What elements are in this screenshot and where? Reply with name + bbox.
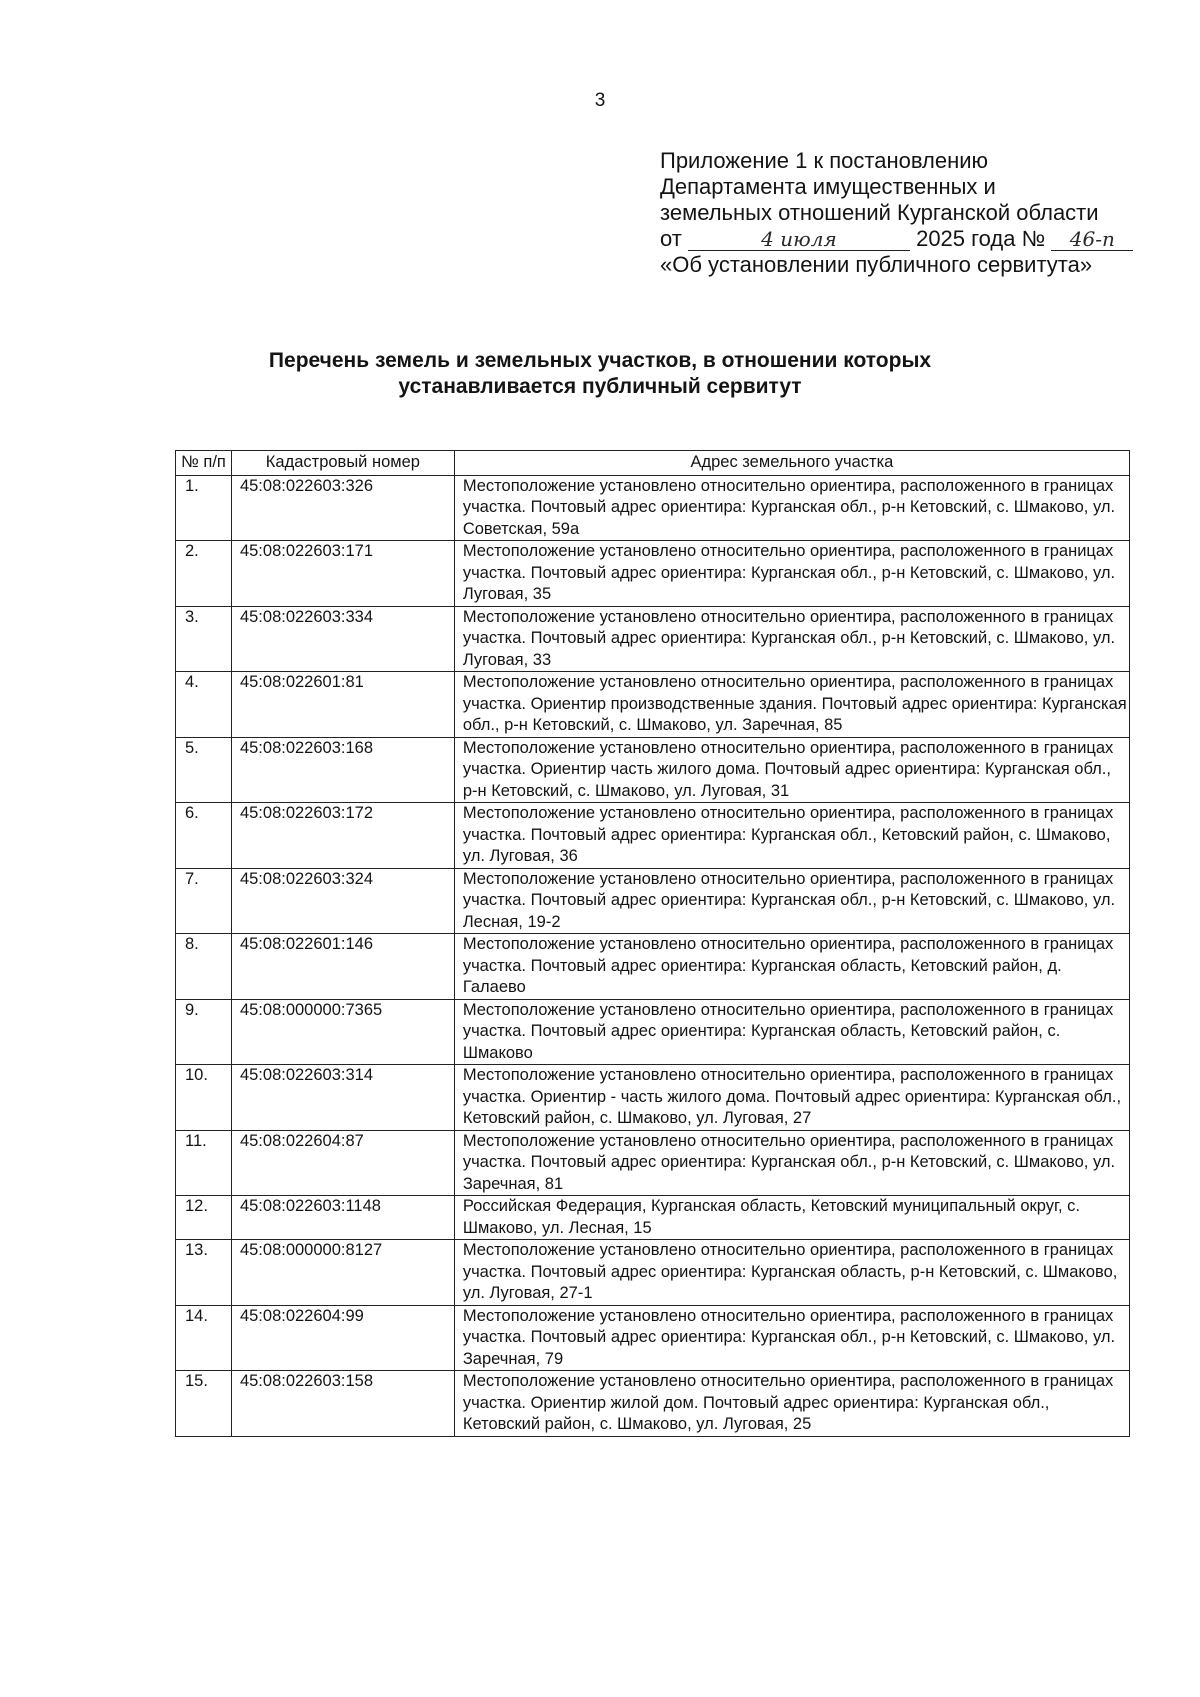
cell-cadastral: 45:08:022604:87 [231,1130,454,1196]
cell-cadastral: 45:08:022603:1148 [231,1196,454,1240]
cell-number: 4. [176,672,232,738]
cell-cadastral: 45:08:022601:81 [231,672,454,738]
table-row [176,737,1130,803]
cell-cadastral: 45:08:022603:172 [231,803,454,869]
cell-address: Местоположение установлено относительно ориентира, расположенного в границах участка. Почтовый адрес ориентира: Курганская обл., р-н Кетовский, с. Шмаково, ул. Советская, 59а [454,475,1129,541]
appendix-date-line [660,226,1160,252]
cell-cadastral: 45:08:022604:99 [231,1305,454,1371]
cell-address: Местоположение установлено относительно ориентира, расположенного в границах участка. Ориентир - часть жилого дома. Почтовый адрес ориентира: Курганская обл., Кетовский район, с. Шмаково, ул. Луговая, 27 [454,1065,1129,1131]
table-row [176,541,1130,607]
table-row [176,606,1130,672]
cell-number: 9. [176,999,232,1065]
table-row [176,1305,1130,1371]
date-prefix: от [660,226,682,251]
cell-number: 3. [176,606,232,672]
cell-cadastral: 45:08:022603:158 [231,1371,454,1437]
cell-address: Местоположение установлено относительно ориентира, расположенного в границах участка. Ориентир часть жилого дома. Почтовый адрес ориентира: Курганская обл., р-н Кетовский, с. Шмаково, ул. Луговая, 31 [454,737,1129,803]
header-number: № п/п [176,451,232,476]
table-row [176,999,1130,1065]
table-header-row [176,451,1130,476]
table-row [176,475,1130,541]
page-number: 3 [594,90,606,111]
cell-cadastral: 45:08:000000:8127 [231,1240,454,1306]
table-row [176,1240,1130,1306]
handwritten-number: 46-п [1051,228,1133,251]
parcels-table [175,450,1130,1437]
cell-address: Местоположение установлено относительно ориентира, расположенного в границах участка. Ориентир жилой дом. Почтовый адрес ориентира: Курганская обл., Кетовский район, с. Шмаково, ул. Луговая, 25 [454,1371,1129,1437]
title-line-1: Перечень земель и земельных участков, в отношении которых [268,349,932,372]
appendix-subject: «Об установлении публичного сервитута» [660,252,1093,277]
cell-address: Местоположение установлено относительно ориентира, расположенного в границах участка. Почтовый адрес ориентира: Курганская обл., р-н Кетовский, с. Шмаково, ул. Луговая, 33 [454,606,1129,672]
cell-cadastral: 45:08:000000:7365 [231,999,454,1065]
cell-cadastral: 45:08:022601:146 [231,934,454,1000]
cell-address: Местоположение установлено относительно ориентира, расположенного в границах участка. Почтовый адрес ориентира: Курганская область, р-н Кетовский, с. Шмаково, ул. Луговая, 27-1 [454,1240,1129,1306]
cell-cadastral: 45:08:022603:326 [231,475,454,541]
table-row [176,803,1130,869]
appendix-line-2: Департамента имущественных и [660,174,996,199]
cell-address: Местоположение установлено относительно ориентира, расположенного в границах участка. Почтовый адрес ориентира: Курганская область, Кетовский район, с. Шмаково [454,999,1129,1065]
table-row [176,934,1130,1000]
appendix-line-1: Приложение 1 к постановлению [660,148,989,173]
header-cadastral: Кадастровый номер [231,451,454,476]
table-row [176,1065,1130,1131]
appendix-line-3: земельных отношений Курганской области [660,200,1099,225]
document-title [0,348,1200,400]
table-row [176,1130,1130,1196]
table-row [176,868,1130,934]
title-line-2: устанавливается публичный сервитут [398,375,802,398]
cell-number: 2. [176,541,232,607]
cell-number: 10. [176,1065,232,1131]
cell-number: 5. [176,737,232,803]
cell-address: Местоположение установлено относительно ориентира, расположенного в границах участка. Почтовый адрес ориентира: Курганская область, Кетовский район, д. Галаево [454,934,1129,1000]
table-row [176,672,1130,738]
table-row [176,1371,1130,1437]
cell-cadastral: 45:08:022603:168 [231,737,454,803]
cell-cadastral: 45:08:022603:314 [231,1065,454,1131]
cell-number: 8. [176,934,232,1000]
cell-cadastral: 45:08:022603:324 [231,868,454,934]
appendix-block [660,148,1160,278]
cell-address: Местоположение установлено относительно ориентира, расположенного в границах участка. Почтовый адрес ориентира: Курганская обл., Кетовский район, с. Шмаково, ул. Луговая, 36 [454,803,1129,869]
year-text: 2025 года № [916,226,1046,251]
cell-address: Местоположение установлено относительно ориентира, расположенного в границах участка. Почтовый адрес ориентира: Курганская обл., р-н Кетовский, с. Шмаково, ул. Луговая, 35 [454,541,1129,607]
cell-cadastral: 45:08:022603:334 [231,606,454,672]
cell-number: 13. [176,1240,232,1306]
cell-address: Местоположение установлено относительно ориентира, расположенного в границах участка. Почтовый адрес ориентира: Курганская обл., р-н Кетовский, с. Шмаково, ул. Заречная, 81 [454,1130,1129,1196]
cell-number: 14. [176,1305,232,1371]
cell-address: Местоположение установлено относительно ориентира, расположенного в границах участка. Почтовый адрес ориентира: Курганская обл., р-н Кетовский, с. Шмаково, ул. Лесная, 19-2 [454,868,1129,934]
cell-cadastral: 45:08:022603:171 [231,541,454,607]
cell-address: Местоположение установлено относительно ориентира, расположенного в границах участка. Почтовый адрес ориентира: Курганская обл., р-н Кетовский, с. Шмаково, ул. Заречная, 79 [454,1305,1129,1371]
cell-number: 15. [176,1371,232,1437]
cell-number: 1. [176,475,232,541]
cell-number: 7. [176,868,232,934]
cell-address: Местоположение установлено относительно ориентира, расположенного в границах участка. Ориентир производственные здания. Почтовый адрес ориентира: Курганская обл., р-н Кетовский, с. Шмаково, ул. Заречная, 85 [454,672,1129,738]
table-row [176,1196,1130,1240]
cell-number: 11. [176,1130,232,1196]
cell-number: 6. [176,803,232,869]
cell-address: Российская Федерация, Курганская область, Кетовский муниципальный округ, с. Шмаково, ул. Лесная, 15 [454,1196,1129,1240]
handwritten-date: 4 июля [688,228,910,251]
cell-number: 12. [176,1196,232,1240]
header-address: Адрес земельного участка [454,451,1129,476]
